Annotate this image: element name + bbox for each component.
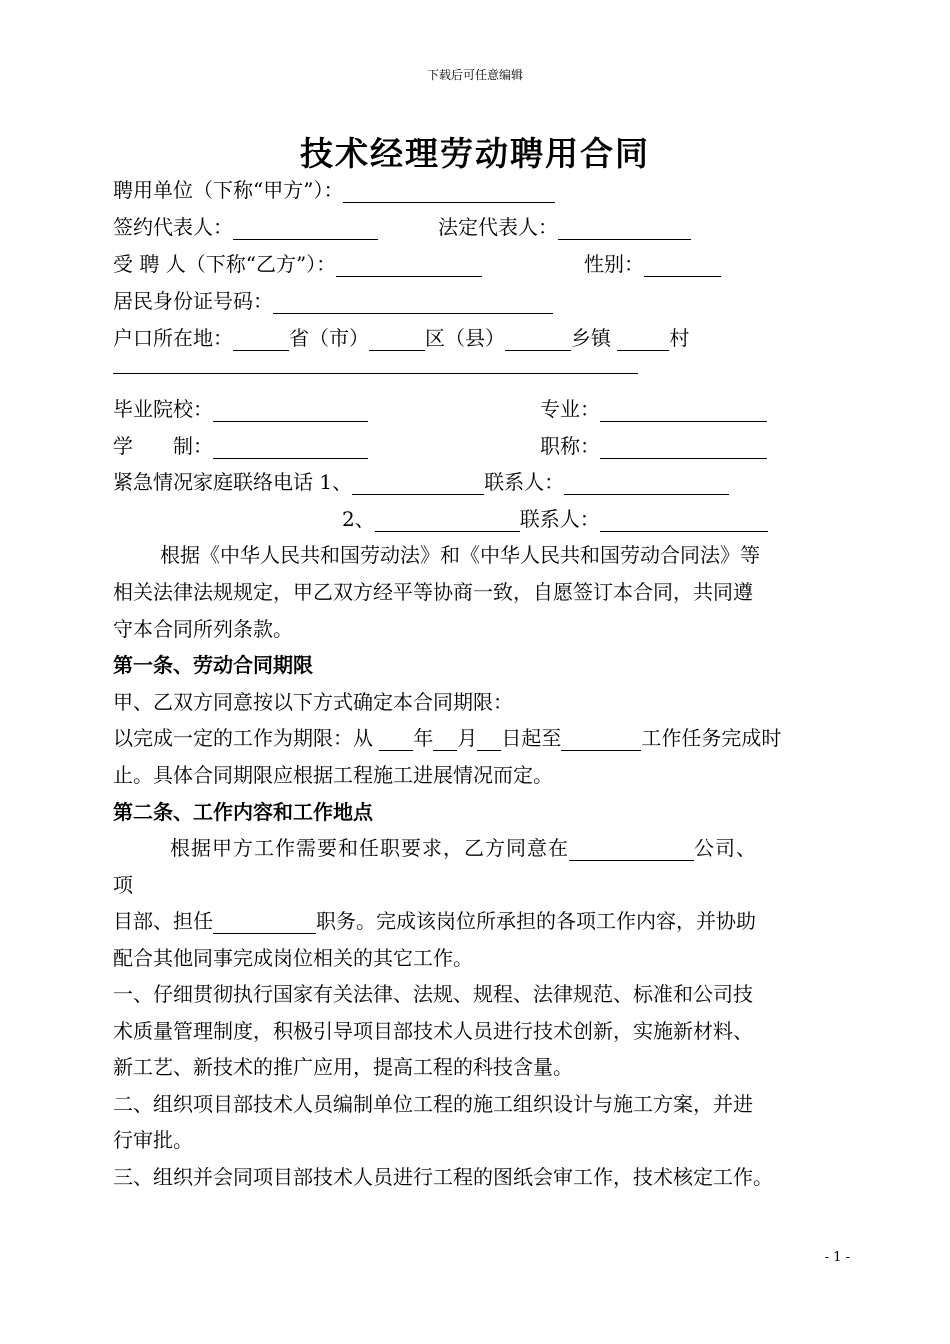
hukou-continuation-blank[interactable]: [113, 373, 638, 374]
emergency-phone-2-blank[interactable]: [375, 509, 520, 532]
school-label: 毕业院校：: [113, 397, 213, 421]
major-blank[interactable]: [600, 399, 767, 422]
year-label: 年: [413, 726, 434, 750]
signing-rep-line: [113, 211, 378, 240]
article-2-line-4: 配合其他同事完成岗位相关的其它工作。: [113, 946, 473, 970]
emergency-phone-1-blank[interactable]: [352, 472, 484, 495]
article-1-line-2: [113, 722, 781, 751]
village-blank[interactable]: [617, 328, 669, 351]
duty-2-line-2: 行审批。: [113, 1128, 193, 1152]
gender-label: 性别：: [584, 252, 644, 276]
article-1-line-1: 甲、乙双方同意按以下方式确定本合同期限：: [113, 690, 513, 714]
title-rank-line: [540, 430, 767, 459]
article-2-line-1: [170, 832, 757, 861]
emergency-phone-2-line: [342, 503, 768, 532]
article-2-line-1-text: 根据甲方工作需要和任职要求，乙方同意在: [170, 836, 569, 860]
article-1-line-3: 止。具体合同期限应根据工程施工进展情况而定。: [113, 763, 553, 787]
intro-line-3: 守本合同所列条款。: [113, 617, 293, 641]
article-2-line-3: [113, 905, 756, 934]
province-blank[interactable]: [233, 328, 289, 351]
position-blank[interactable]: [213, 911, 316, 934]
intro-line-1: 根据《中华人民共和国劳动法》和《中华人民共和国劳动合同法》等: [160, 543, 760, 567]
article-2-heading: 第二条、工作内容和工作地点: [113, 800, 373, 824]
employee-blank[interactable]: [336, 254, 482, 277]
contact-2-label: 联系人：: [519, 507, 600, 531]
duty-1-line-3: 新工艺、新技术的推广应用，提高工程的科技含量。: [113, 1055, 573, 1079]
employer-blank[interactable]: [343, 180, 555, 203]
article-2-line-3-suffix: 职务。完成该岗位所承担的各项工作内容，并协助: [316, 909, 756, 933]
employer-label: 聘用单位（下称“甲方”）：: [113, 178, 344, 202]
province-label: 省（市）: [289, 326, 369, 350]
study-length-label: 学 制：: [113, 434, 213, 458]
day-label: 日起至: [501, 726, 562, 750]
day-blank[interactable]: [477, 728, 501, 751]
signing-rep-label: 签约代表人：: [113, 215, 233, 239]
district-blank[interactable]: [369, 328, 425, 351]
employee-label: 受 聘 人（下称“乙方”）：: [113, 252, 337, 276]
emergency-phone-1-line: [113, 466, 729, 495]
emergency-phone-1-label: 紧急情况家庭联络电话 1、: [113, 470, 353, 494]
month-label: 月: [457, 726, 478, 750]
contact-1-label: 联系人：: [484, 470, 565, 494]
id-number-line: [113, 285, 553, 314]
duty-2-line-1: 二、组织项目部技术人员编制单位工程的施工组织设计与施工方案，并进: [113, 1092, 753, 1116]
year-blank[interactable]: [379, 728, 413, 751]
legal-rep-label: 法定代表人：: [438, 215, 558, 239]
district-label: 区（县）: [425, 326, 505, 350]
article-1-heading: 第一条、劳动合同期限: [113, 653, 313, 677]
major-label: 专业：: [540, 397, 600, 421]
article-2-line-3-prefix: 目部、担任: [113, 909, 213, 933]
company-label: 公司、: [694, 836, 757, 860]
month-blank[interactable]: [433, 728, 457, 751]
task-blank[interactable]: [561, 728, 641, 751]
emergency-phone-2-label: 2、: [342, 507, 375, 531]
township-label: 乡镇: [571, 326, 611, 350]
contact-2-blank[interactable]: [600, 509, 768, 532]
employee-line: [113, 248, 482, 277]
signing-rep-blank[interactable]: [233, 217, 378, 240]
employer-line: [113, 174, 555, 203]
duty-1-line-1: 一、仔细贯彻执行国家有关法律、法规、规程、法律规范、标准和公司技: [113, 982, 753, 1006]
gender-blank[interactable]: [644, 254, 721, 277]
school-line: [113, 393, 368, 422]
title-rank-label: 职称：: [540, 434, 600, 458]
school-blank[interactable]: [213, 399, 368, 422]
header-note: 下载后可任意编辑: [426, 68, 523, 82]
legal-rep-line: [438, 211, 691, 240]
township-blank[interactable]: [505, 328, 571, 351]
article-2-line-2: 项: [113, 873, 133, 897]
major-line: [540, 393, 767, 422]
duty-3-line-1: 三、组织并会同项目部技术人员进行工程的图纸会审工作，技术核定工作。: [113, 1165, 773, 1189]
gender-line: [584, 248, 721, 277]
legal-rep-blank[interactable]: [558, 217, 691, 240]
intro-line-2: 相关法律法规规定，甲乙双方经平等协商一致，自愿签订本合同，共同遵: [113, 580, 753, 604]
study-length-blank[interactable]: [213, 436, 368, 459]
hukou-label: 户口所在地：: [113, 326, 233, 350]
task-complete-label: 工作任务完成时: [641, 726, 782, 750]
hukou-line: [113, 322, 689, 351]
contact-1-blank[interactable]: [564, 472, 729, 495]
page-number: - 1 -: [824, 1250, 850, 1265]
id-number-label: 居民身份证号码：: [113, 289, 273, 313]
study-length-line: [113, 430, 368, 459]
term-from-label: 以完成一定的工作为期限：从: [113, 726, 380, 750]
id-number-blank[interactable]: [273, 291, 553, 314]
duty-1-line-2: 术质量管理制度，积极引导项目部技术人员进行技术创新，实施新材料、: [113, 1019, 753, 1043]
village-label: 村: [669, 326, 690, 350]
title-rank-blank[interactable]: [600, 436, 767, 459]
document-title: 技术经理劳动聘用合同: [300, 134, 650, 173]
company-blank[interactable]: [569, 838, 694, 861]
